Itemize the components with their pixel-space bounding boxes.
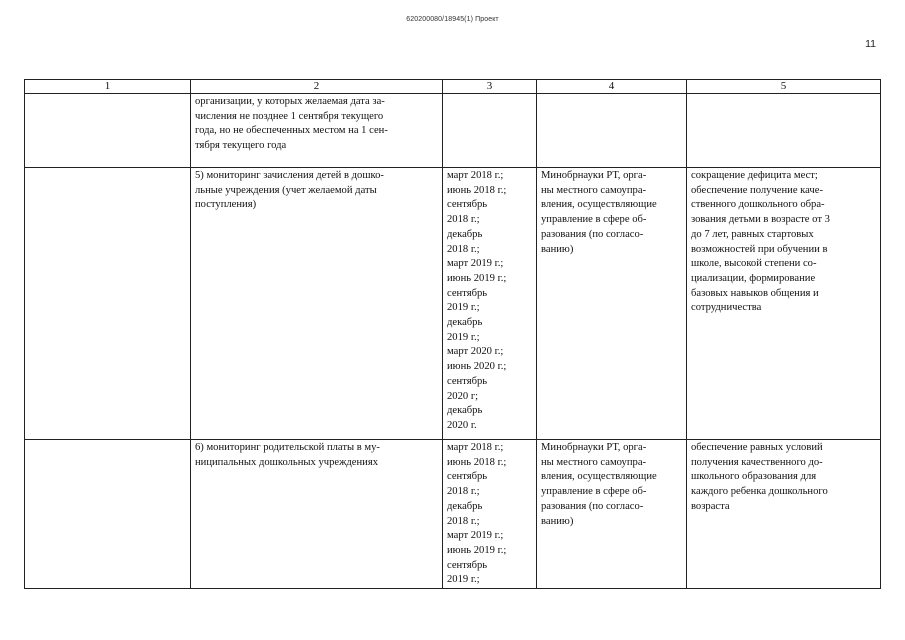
document-id-header: 620200080/18945(1) Проект [406,16,499,23]
table-cell-responsible [537,94,687,168]
table-cell-activity: организации, у которых желаемая дата за- числения не позднее 1 сентября текущего года, но не обеспеченных местом на 1 сен- тября текущего года [191,94,443,168]
table-cell-col1 [25,168,191,440]
table-cell-col1 [25,440,191,589]
table-cell-deadline [443,94,537,168]
document-table [24,79,881,589]
page-number: 11 [865,38,876,50]
table-cell-deadline: март 2018 г.; июнь 2018 г.; сентябрь 2018 г.; декабрь 2018 г.; март 2019 г.; июнь 2019 г.; сентябрь 2019 г.; декабрь 2019 г.; март 2020 г.; июнь 2020 г.; сентябрь 2020 г; декабрь 2020 г. [443,168,537,440]
table-cell-responsible: Минобрнауки РТ, орга- ны местного самоупра- вления, осуществляющие управление в сфере об- разования (по согласо- ванию) [537,440,687,589]
table-row [25,168,881,440]
table-row [25,440,881,589]
column-header-4: 4 [537,80,687,94]
table-cell-responsible: Минобрнауки РТ, орга- ны местного самоупра- вления, осуществляющие управление в сфере об- разования (по согласо- ванию) [537,168,687,440]
table-cell-col1 [25,94,191,168]
column-header-2: 2 [191,80,443,94]
table-header-row [25,80,881,94]
column-header-5: 5 [687,80,881,94]
table-cell-result [687,94,881,168]
table-cell-deadline: март 2018 г.; июнь 2018 г.; сентябрь 2018 г.; декабрь 2018 г.; март 2019 г.; июнь 2019 г.; сентябрь 2019 г.; [443,440,537,589]
table-row [25,94,881,168]
table-cell-activity: 6) мониторинг родительской платы в му- ниципальных дошкольных учреждениях [191,440,443,589]
table-cell-result: обеспечение равных условий получения качественного до- школьного образования для каждого ребенка дошкольного возраста [687,440,881,589]
table-cell-result: сокращение дефицита мест; обеспечение получение каче- ственного дошкольного обра- зования детьми в возрасте от 3 до 7 лет, равных стартовых возможностей при обучении в школе, высокой степени со- циализации, формирование базовых навыков общения и сотрудничества [687,168,881,440]
column-header-1: 1 [25,80,191,94]
table-cell-activity: 5) мониторинг зачисления детей в дошко- льные учреждения (учет желаемой даты поступления) [191,168,443,440]
column-header-3: 3 [443,80,537,94]
